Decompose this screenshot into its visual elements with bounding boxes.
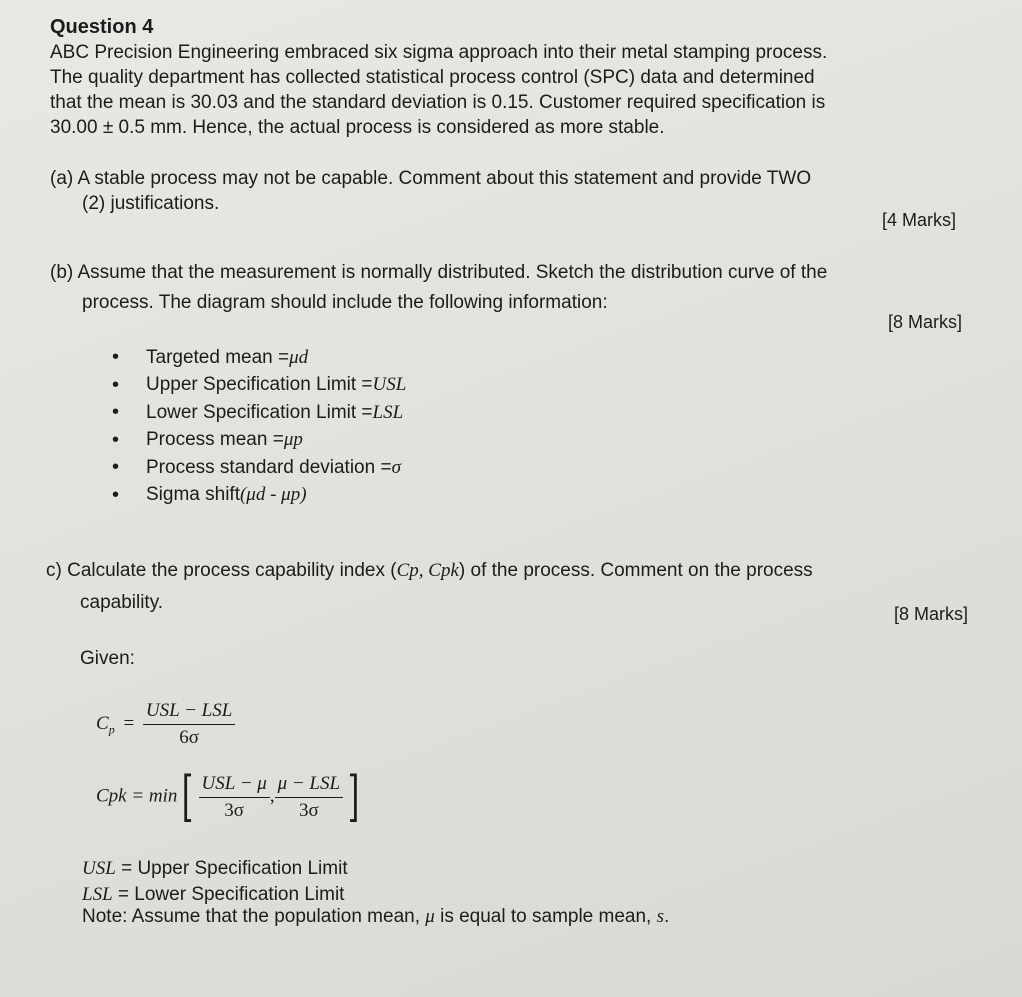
bullet-label: Targeted mean = — [146, 346, 290, 368]
lsl-symbol: LSL — [82, 884, 113, 905]
usl-symbol: USL — [82, 858, 116, 879]
left-bracket: [ — [182, 765, 194, 828]
bullet-targeted-mean — [112, 344, 406, 372]
bullet-dot: • — [112, 428, 120, 451]
lsl-definition — [82, 884, 344, 906]
part-a-line-2: (2) justifications. — [82, 193, 220, 214]
bullet-label: Upper Specification Limit = — [146, 374, 373, 396]
bullet-sigma-shift — [112, 482, 406, 510]
part-c-line-2: capability. — [80, 592, 164, 613]
intro-line-1: ABC Precision Engineering embraced six sigma approach into their metal stamping process. — [50, 42, 828, 63]
right-bracket: ] — [347, 765, 360, 828]
cp-lhs: C — [96, 712, 109, 734]
cpk-lhs: Cpk = min — [96, 785, 178, 807]
cp-denominator: 6σ — [179, 727, 199, 748]
bullet-dot: • — [112, 346, 120, 369]
usl-definition — [82, 858, 348, 880]
part-a-line-1: (a) A stable process may not be capable. Comment about this statement and provide TWO — [50, 168, 812, 189]
bullet-symbol: (μd - μp) — [239, 484, 307, 506]
cpk-numerator-1: USL − μ — [199, 773, 270, 798]
part-c-line-1-pre: c) Calculate the process capability index ( — [46, 560, 397, 581]
bullet-label: Process mean = — [146, 429, 284, 451]
part-c-line-1 — [46, 560, 813, 582]
bullet-process-mean — [112, 427, 406, 455]
bullet-dot: • — [112, 401, 120, 424]
part-b-line-2: process. The diagram should include the following information: — [82, 292, 608, 313]
cp-numerator: USL − LSL — [143, 700, 235, 725]
note-pre: Note: Assume that the population mean, — [82, 906, 426, 927]
part-c-marks: [8 Marks] — [894, 604, 969, 624]
bullet-symbol: LSL — [372, 401, 404, 423]
bullet-symbol: μp — [283, 429, 303, 451]
bullet-label: Lower Specification Limit = — [146, 401, 373, 423]
bullet-dot: • — [112, 373, 120, 396]
intro-line-4: 30.00 ± 0.5 mm. Hence, the actual process is considered as more stable. — [50, 117, 665, 138]
cp-fraction — [143, 700, 235, 749]
bullet-process-sd — [112, 454, 406, 482]
bullet-symbol: σ — [391, 456, 401, 478]
bullet-symbol: μd — [289, 346, 309, 368]
cpk-comma: , — [269, 785, 275, 807]
cpk-fraction-2 — [275, 773, 344, 822]
lsl-text: = Lower Specification Limit — [112, 884, 345, 905]
note-line — [82, 906, 669, 928]
cp-subscript: p — [108, 722, 115, 737]
bullet-list — [112, 344, 406, 509]
usl-text: = Upper Specification Limit — [115, 858, 348, 879]
part-c-line-1-post: ) of the process. Comment on the process — [458, 560, 813, 581]
intro-line-3: that the mean is 30.03 and the standard deviation is 0.15. Customer required specification is — [50, 92, 826, 113]
note-mu: μ — [425, 906, 435, 927]
intro-line-2: The quality department has collected statistical process control (SPC) data and determined — [50, 67, 815, 88]
cpk-formula — [96, 765, 364, 828]
note-s: s — [656, 906, 665, 927]
bullet-lsl — [112, 399, 406, 427]
bullet-dot: • — [112, 456, 120, 479]
part-c-line-1-symbols: Cp, Cpk — [396, 560, 459, 581]
cpk-denominator-1: 3σ — [224, 799, 245, 821]
cpk-numerator-2: μ − LSL — [275, 773, 344, 798]
bullet-dot: • — [112, 483, 120, 506]
note-end: . — [664, 906, 670, 927]
note-mid: is equal to sample mean, — [434, 906, 657, 927]
question-title: Question 4 — [50, 16, 154, 38]
part-a-marks: [4 Marks] — [882, 210, 957, 230]
cpk-fraction-1 — [199, 773, 270, 822]
bullet-label: Sigma shift — [146, 484, 240, 506]
cp-equals: = — [123, 712, 135, 734]
part-b-marks: [8 Marks] — [888, 312, 963, 332]
given-label: Given: — [80, 648, 135, 669]
bullet-symbol: USL — [372, 374, 407, 396]
bullet-usl — [112, 372, 406, 400]
cpk-denominator-2: 3σ — [298, 799, 319, 821]
cp-formula — [96, 700, 235, 749]
part-b-line-1: (b) Assume that the measurement is normally distributed. Sketch the distribution curve of the — [50, 262, 828, 283]
bullet-label: Process standard deviation = — [146, 456, 392, 478]
